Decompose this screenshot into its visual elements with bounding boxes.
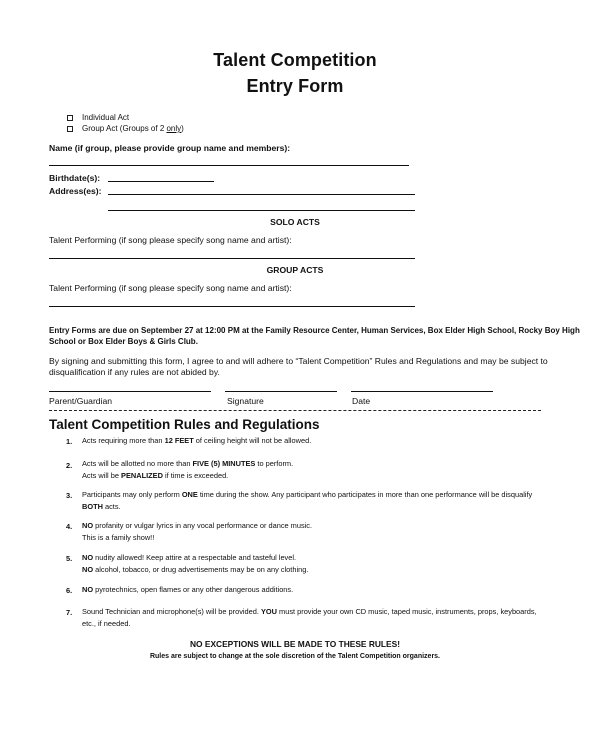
form-title-line1: Talent Competition xyxy=(213,50,377,70)
solo-acts-heading: SOLO ACTS xyxy=(270,217,320,227)
rules-change-note: Rules are subject to change at the sole discretion of the Talent Competition organizers. xyxy=(149,653,441,660)
rule-number: 1. xyxy=(66,437,73,446)
agreement-line1: By signing and submitting this form, I agree to and will adhere to “Talent Competition” Rules and Regulations and may be subject to xyxy=(49,356,548,366)
section-divider xyxy=(49,410,541,411)
solo-acts-prompt: Talent Performing (if song please specify song name and artist): xyxy=(49,235,292,245)
signature-label: Signature xyxy=(227,396,264,406)
solo-acts-input-line[interactable] xyxy=(49,258,415,259)
rule-text: Acts requiring more than 12 FEET of ceiling height will not be allowed. xyxy=(82,436,312,445)
name-input-line[interactable] xyxy=(49,165,409,166)
rule-text: Acts will be allotted no more than FIVE (5) MINUTES to perform. Acts will be PENALIZED if time is exceeded. xyxy=(82,459,294,480)
address-input-line-2[interactable] xyxy=(108,210,415,211)
rule-text: NO pyrotechnics, open flames or any other dangerous additions. xyxy=(82,585,294,594)
birthdate-input-line[interactable] xyxy=(108,181,214,182)
agreement-line2: disqualification if any rules are not abided by. xyxy=(49,367,220,377)
rule-number: 7. xyxy=(66,608,73,617)
rule-text: NO nudity allowed! Keep attire at a respectable and tasteful level. NO alcohol, tobacco, or drug advertisements may be on any clothing. xyxy=(82,553,309,574)
group-acts-prompt: Talent Performing (if song please specify song name and artist): xyxy=(49,283,292,293)
rule-number: 2. xyxy=(66,461,73,470)
rule-text: Sound Technician and microphone(s) will be provided. YOU must provide your own CD music, taped music, instruments, props, keyboards, etc., if needed. xyxy=(82,607,537,628)
rule-number: 3. xyxy=(66,491,73,500)
no-exceptions-warning: NO EXCEPTIONS WILL BE MADE TO THESE RULES! xyxy=(189,639,400,649)
rule-number: 5. xyxy=(66,554,73,563)
form-title-line2: Entry Form xyxy=(246,76,344,96)
rule-number: 6. xyxy=(66,586,73,595)
parent-guardian-line[interactable] xyxy=(49,391,211,392)
signature-line[interactable] xyxy=(225,391,337,392)
rules-heading: Talent Competition Rules and Regulations xyxy=(49,417,320,432)
birthdate-label: Birthdate(s): xyxy=(49,173,101,183)
individual-act-label: Individual Act xyxy=(82,113,130,122)
address-input-line-1[interactable] xyxy=(108,194,415,195)
name-label: Name (if group, please provide group name and members): xyxy=(49,143,291,153)
rule-text: NO profanity or vulgar lyrics in any vocal performance or dance music. This is a family show!! xyxy=(82,521,313,542)
group-acts-heading: GROUP ACTS xyxy=(266,265,324,275)
group-acts-input-line[interactable] xyxy=(49,306,415,307)
address-label: Address(es): xyxy=(49,186,102,196)
rule-number: 4. xyxy=(66,522,73,531)
date-label: Date xyxy=(352,396,371,406)
parent-guardian-label: Parent/Guardian xyxy=(49,396,113,406)
group-act-label: Group Act (Groups of 2 only) xyxy=(82,124,184,133)
date-line[interactable] xyxy=(351,391,493,392)
deadline-line1: Entry Forms are due on September 27 at 12:00 PM at the Family Resource Center, Human Services, Box Elder High School, Rocky Boy High xyxy=(49,326,580,335)
deadline-line2: School or Box Elder Boys & Girls Club. xyxy=(49,337,198,346)
group-act-checkbox[interactable] xyxy=(67,126,73,132)
rule-text: Participants may only perform ONE time during the show. Any participant who participates in more than one performance will be disqualify BOTH acts. xyxy=(82,490,533,511)
individual-act-checkbox[interactable] xyxy=(67,115,73,121)
